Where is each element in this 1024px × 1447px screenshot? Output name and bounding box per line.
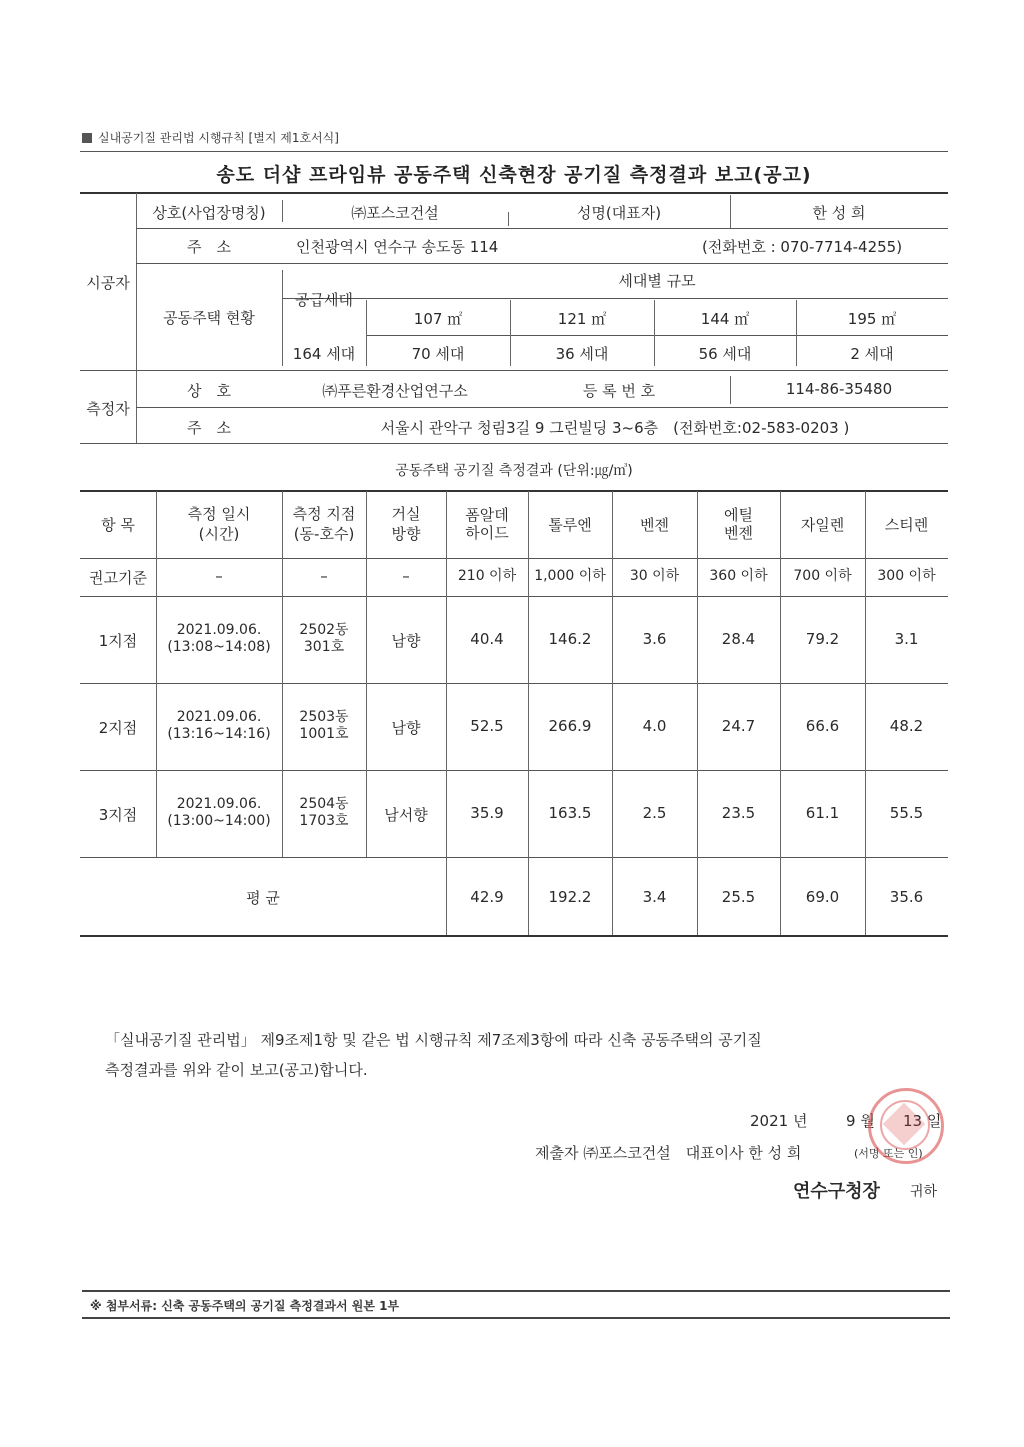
units-121: 36 세대 xyxy=(555,345,609,363)
rule xyxy=(780,491,781,935)
rule xyxy=(366,491,367,857)
recipient-suffix: 귀하 xyxy=(910,1184,938,1200)
header-ethylbenzene xyxy=(697,506,780,542)
measured-value: 40.4 xyxy=(470,630,504,648)
rule xyxy=(80,596,948,597)
direction: 남향 xyxy=(391,719,421,737)
standard-datetime: – xyxy=(215,567,223,585)
unit: 1001호 xyxy=(299,726,349,742)
standard-value: 700 이하 xyxy=(793,568,852,584)
header-direction xyxy=(366,504,446,544)
rule xyxy=(80,857,948,858)
rule xyxy=(865,491,866,935)
header-benzene: 벤젠 xyxy=(640,516,669,534)
header-formaldehyde xyxy=(446,506,528,542)
standard-label: 권고기준 xyxy=(89,569,147,587)
measurer-company-label: 상 호 xyxy=(187,382,231,400)
rule xyxy=(612,491,613,935)
measurer-address-label: 주 소 xyxy=(187,419,231,437)
header-datetime-line1: 측정 일시 xyxy=(187,505,251,523)
unit-scale-label: 세대별 규모 xyxy=(618,272,696,290)
measure-date: 2021.09.06. xyxy=(176,622,262,638)
rule xyxy=(528,491,529,935)
header-ethylbenzene-line1: 에틸 xyxy=(724,506,753,524)
measure-date: 2021.09.06. xyxy=(176,709,262,725)
measured-value: 24.7 xyxy=(721,717,756,735)
rule xyxy=(697,491,698,935)
measured-value: 35.9 xyxy=(470,804,504,822)
square-bullet-icon xyxy=(82,133,92,143)
company-label: 상호(사업장명칭) xyxy=(152,204,266,222)
rule xyxy=(80,151,948,152)
header-direction-line2: 방향 xyxy=(391,525,421,543)
document-title: 송도 더샵 프라임뷰 공동주택 신축현장 공기질 측정결과 보고(공고) xyxy=(216,164,812,186)
header-location-line1: 측정 지점 xyxy=(292,505,356,523)
rule xyxy=(80,192,948,194)
units-107: 70 세대 xyxy=(411,345,465,363)
address-value: 인천광역시 연수구 송도동 114 xyxy=(296,238,499,256)
rule xyxy=(80,558,948,559)
measurer-company-value: ㈜푸른환경산업연구소 xyxy=(322,382,468,400)
measure-location xyxy=(282,622,366,656)
measure-time: (13:08~14:08) xyxy=(167,639,271,655)
measured-value: 52.5 xyxy=(470,717,504,735)
form-label-text: 실내공기질 관리법 시행규칙 [별지 제1호서식] xyxy=(98,131,339,145)
rule xyxy=(80,443,948,444)
row-label: 1지점 xyxy=(98,632,138,650)
submission-year xyxy=(750,1110,807,1131)
total-units: 164 세대 xyxy=(292,345,356,363)
month-unit: 월 xyxy=(860,1112,875,1130)
month-value: 9 xyxy=(846,1112,856,1130)
rule xyxy=(136,228,948,229)
header-formaldehyde-line1: 폼알데 xyxy=(465,506,509,524)
measure-location xyxy=(282,796,366,830)
header-location xyxy=(282,504,366,544)
measure-date: 2021.09.06. xyxy=(176,796,262,812)
header-toluene: 톨루엔 xyxy=(548,516,592,534)
rule xyxy=(82,1290,950,1292)
standard-value: 300 이하 xyxy=(877,568,936,584)
rule xyxy=(80,370,948,371)
measured-value: 163.5 xyxy=(548,804,592,822)
standard-value: 210 이하 xyxy=(457,568,517,584)
housing-status-label: 공동주택 현황 xyxy=(163,309,255,327)
measure-location xyxy=(282,709,366,743)
standard-value: 360 이하 xyxy=(709,568,768,584)
measured-value: 23.5 xyxy=(721,804,756,822)
constructor-section-label: 시공자 xyxy=(86,274,130,292)
measured-value: 3.1 xyxy=(894,630,919,648)
measured-value: 55.5 xyxy=(889,804,924,822)
rule xyxy=(446,491,447,935)
statement xyxy=(105,1025,935,1085)
standard-direction: – xyxy=(402,567,410,585)
rule xyxy=(80,490,948,492)
direction: 남향 xyxy=(391,632,421,650)
size-121: 121 ㎡ xyxy=(557,310,607,328)
year-unit: 년 xyxy=(792,1112,808,1130)
size-195: 195 ㎡ xyxy=(847,310,897,328)
header-direction-line1: 거실 xyxy=(391,505,421,523)
building: 2503동 xyxy=(299,709,349,725)
average-value: 69.0 xyxy=(805,888,840,906)
rule xyxy=(80,770,948,771)
units-195: 2 세대 xyxy=(850,345,894,363)
header-styrene: 스티렌 xyxy=(884,516,929,534)
standard-value: 1,000 이하 xyxy=(534,568,606,584)
recipient: 연수구청장 xyxy=(793,1181,880,1202)
statement-line1: 「실내공기질 관리법」 제9조제1항 및 같은 법 시행규칙 제7조제3항에 따라 신축 공동주택의 공기질 xyxy=(105,1031,762,1049)
measurer-section-label: 측정자 xyxy=(86,400,130,418)
row-label: 2지점 xyxy=(98,719,138,737)
seal-note: (서명 또는 인) xyxy=(854,1147,923,1160)
address-label: 주 소 xyxy=(187,238,231,256)
company-value: ㈜포스코건설 xyxy=(351,204,439,222)
measured-value: 61.1 xyxy=(805,804,840,822)
measured-value: 66.6 xyxy=(805,717,840,735)
rule xyxy=(136,407,948,408)
registration-value: 114-86-35480 xyxy=(785,380,893,398)
supply-units-label: 공급세대 xyxy=(295,291,353,309)
measured-value: 4.0 xyxy=(642,717,667,735)
attachment-note: ※ 첨부서류: 신축 공동주택의 공기질 측정결과서 원본 1부 xyxy=(90,1299,400,1313)
measured-value: 2.5 xyxy=(642,804,667,822)
measure-time: (13:00~14:00) xyxy=(167,813,271,829)
phone-number: (전화번호 : 070-7714-4255) xyxy=(702,238,903,256)
header-formaldehyde-line2: 하이드 xyxy=(465,524,509,542)
standard-location: – xyxy=(320,567,328,585)
rule xyxy=(80,683,948,684)
row-label: 3지점 xyxy=(98,806,138,824)
average-value: 42.9 xyxy=(470,888,504,906)
rule xyxy=(366,335,948,336)
unit: 301호 xyxy=(303,639,345,655)
measured-value: 266.9 xyxy=(548,717,592,735)
measure-datetime xyxy=(156,622,282,656)
size-144: 144 ㎡ xyxy=(700,310,750,328)
header-location-line2: (동-호수) xyxy=(293,525,355,543)
header-ethylbenzene-line2: 벤젠 xyxy=(724,524,753,542)
day-unit: 일 xyxy=(926,1112,942,1130)
statement-line2: 측정결과를 위와 같이 보고(공고)합니다. xyxy=(105,1061,368,1079)
average-value: 35.6 xyxy=(889,888,924,906)
standard-value: 30 이하 xyxy=(629,568,680,584)
measured-value: 79.2 xyxy=(805,630,840,648)
measure-datetime xyxy=(156,796,282,830)
rule xyxy=(282,298,948,299)
header-datetime xyxy=(156,504,282,544)
units-144: 56 세대 xyxy=(698,345,752,363)
day-value: 13 xyxy=(903,1112,923,1130)
average-value: 25.5 xyxy=(721,888,756,906)
results-caption: 공동주택 공기질 측정결과 (단위:㎍/㎥) xyxy=(395,463,633,479)
representative-label: 성명(대표자) xyxy=(576,204,662,222)
header-datetime-line2: (시간) xyxy=(198,525,240,543)
measurer-address-value: 서울시 관악구 청림3길 9 그린빌딩 3~6층 (전화번호:02-583-0203 ) xyxy=(380,419,850,437)
seal-stamp-icon xyxy=(868,1088,944,1164)
building: 2504동 xyxy=(299,796,349,812)
direction: 남서향 xyxy=(384,806,428,824)
building: 2502동 xyxy=(299,622,349,638)
rule xyxy=(82,1317,950,1319)
average-value: 192.2 xyxy=(548,888,592,906)
submitter: 제출자 ㈜포스코건설 대표이사 한 성 희 xyxy=(535,1144,802,1162)
measured-value: 3.6 xyxy=(642,630,667,648)
rule xyxy=(136,263,948,264)
average-label: 평 균 xyxy=(246,889,280,907)
rule xyxy=(80,935,948,937)
year-value: 2021 xyxy=(750,1112,789,1130)
form-label xyxy=(82,129,339,146)
header-item: 항 목 xyxy=(101,516,135,534)
size-107: 107 ㎡ xyxy=(413,310,463,328)
unit: 1703호 xyxy=(299,813,349,829)
representative-value: 한 성 희 xyxy=(812,204,866,222)
measured-value: 48.2 xyxy=(889,717,924,735)
header-xylene: 자일렌 xyxy=(800,516,845,534)
registration-label: 등 록 번 호 xyxy=(582,382,656,400)
measured-value: 146.2 xyxy=(548,630,592,648)
average-value: 3.4 xyxy=(642,888,667,906)
measure-time: (13:16~14:16) xyxy=(167,726,271,742)
measure-datetime xyxy=(156,709,282,743)
measured-value: 28.4 xyxy=(721,630,756,648)
